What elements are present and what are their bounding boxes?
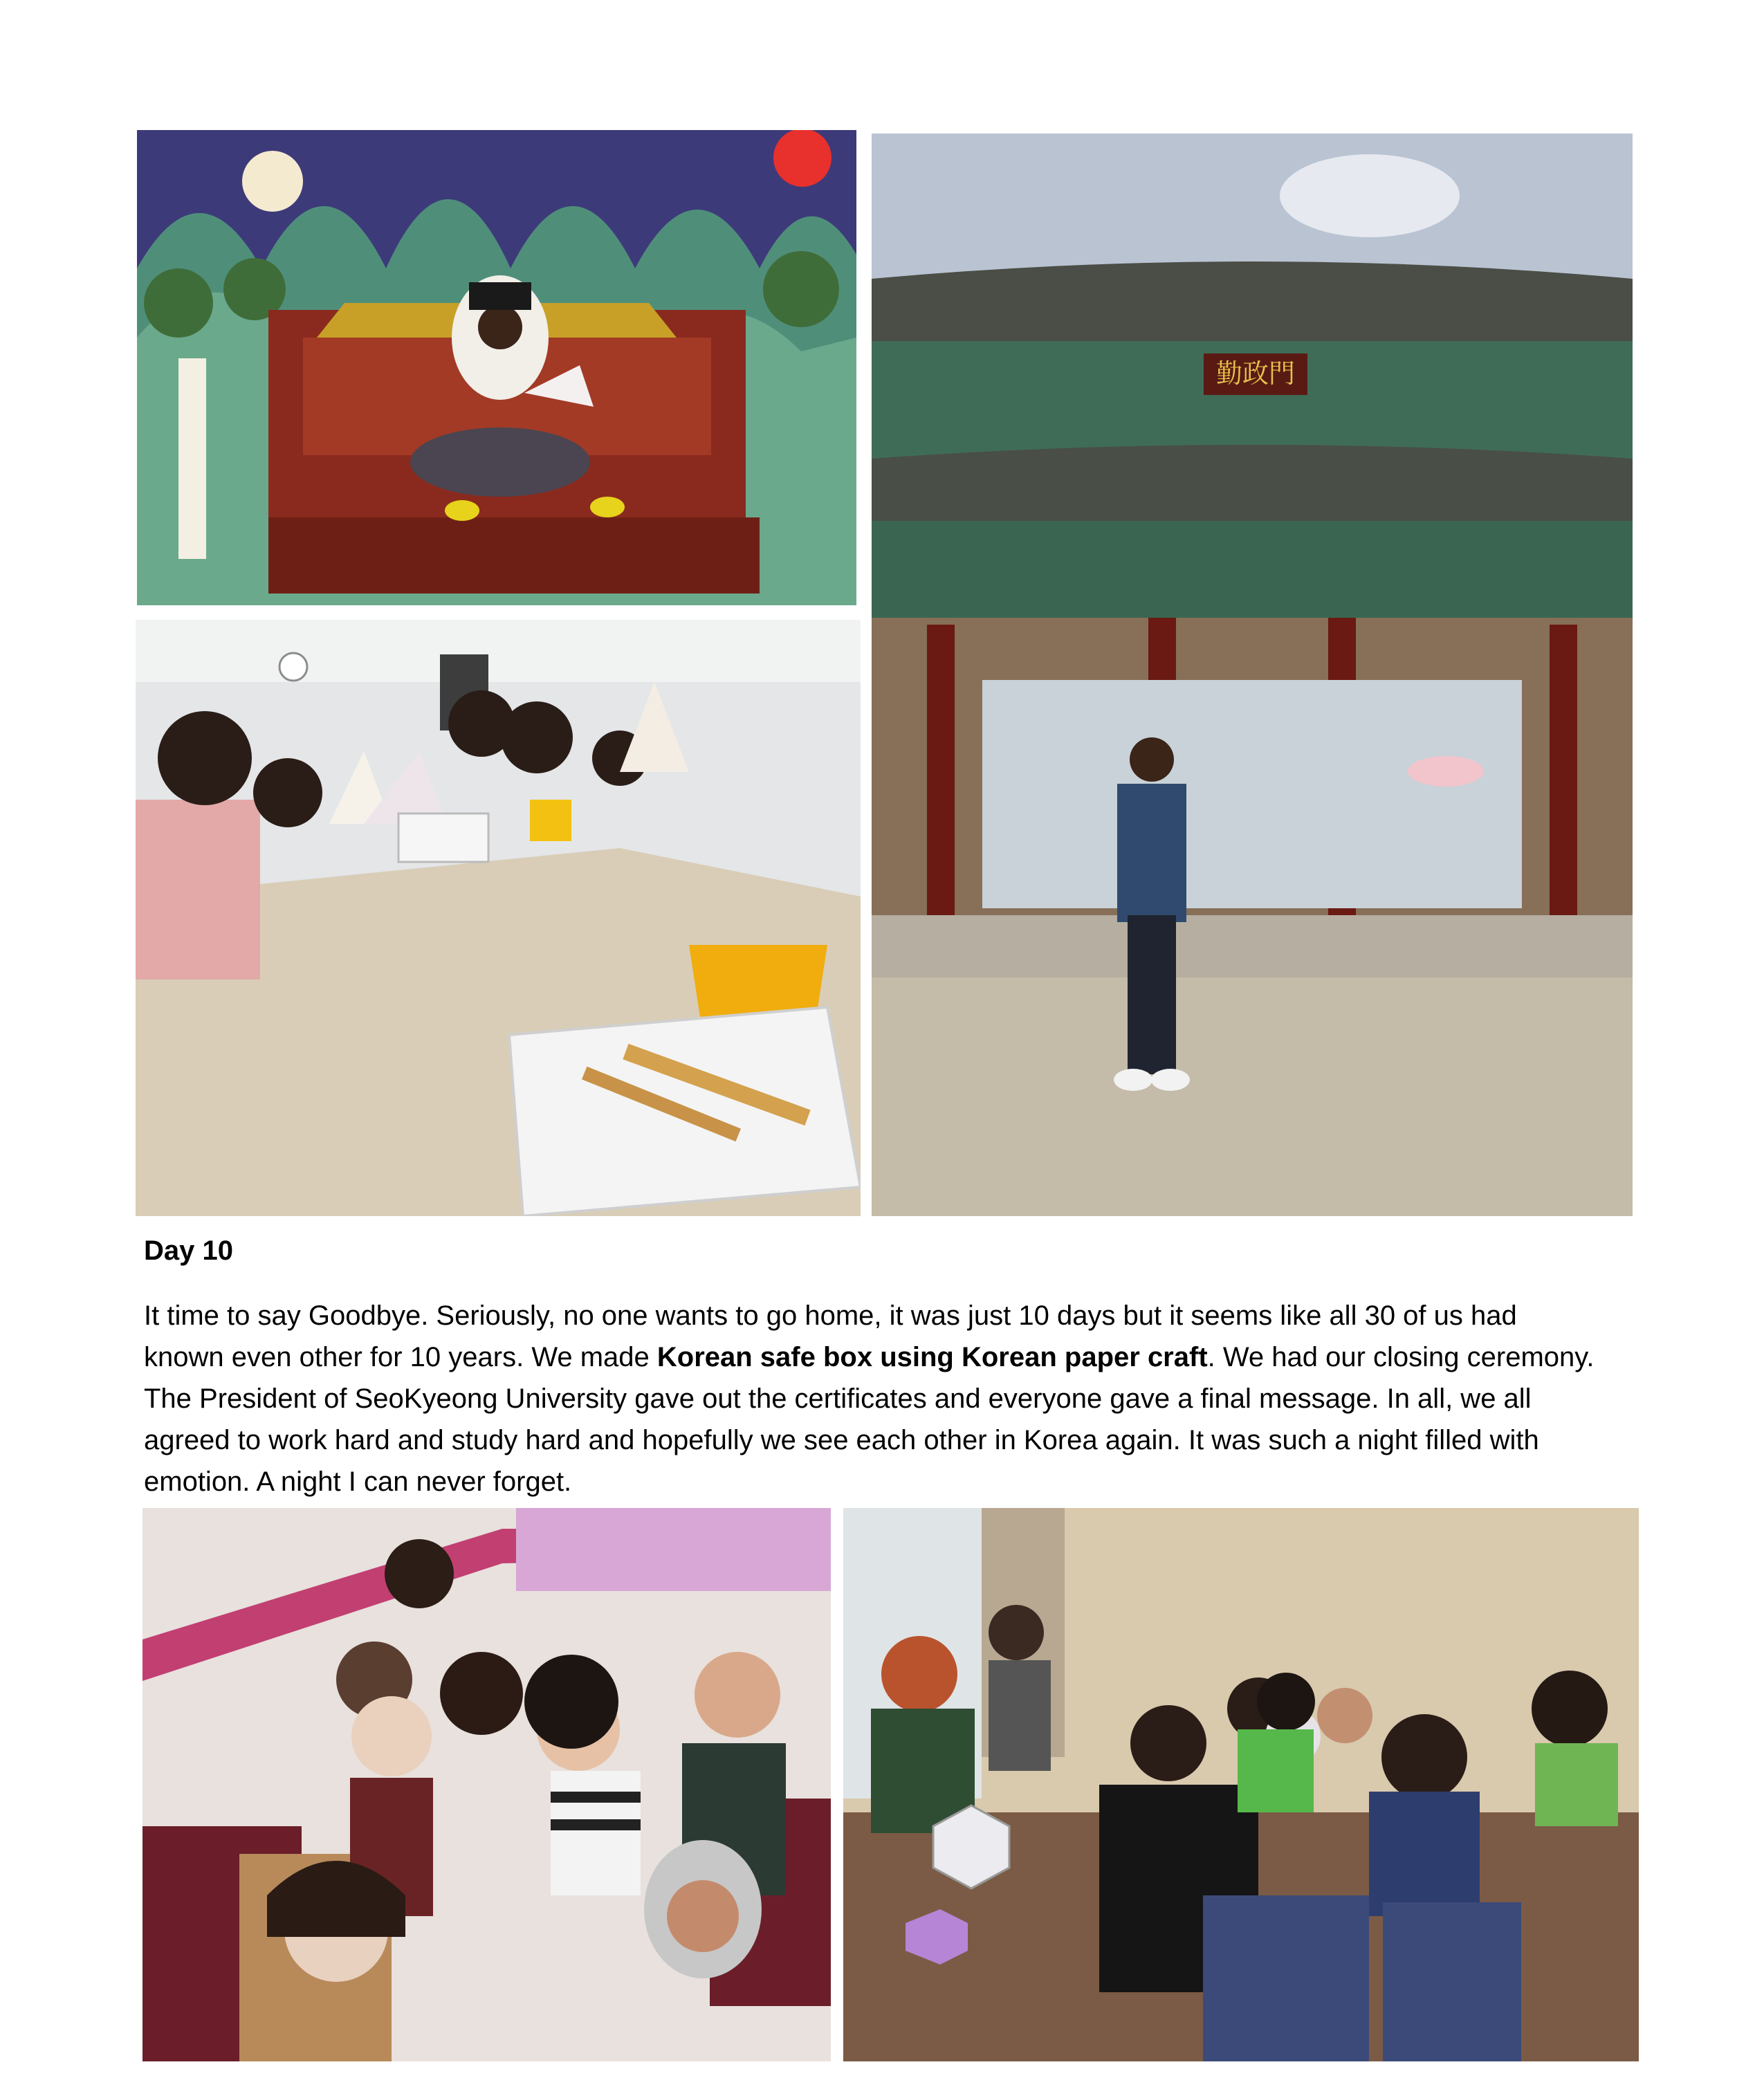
day-heading: Day 10 [144, 1235, 233, 1266]
gate-sign-text: 勤政門 [1215, 358, 1296, 389]
palace-gate-photo [872, 134, 1633, 1216]
paragraph-line-5: emotion. A night I can never forget. [144, 1466, 572, 1497]
paragraph-line-3: The President of SeoKyeong University gave out the certificates and everyone gave a final message. In all, we all [144, 1383, 1532, 1414]
paragraph-line-2-start: known even other for 10 years. We made [144, 1342, 657, 1372]
paragraph-line-4: agreed to work hard and study hard and hopefully we see each other in Korea again. It was such a night filled with [144, 1425, 1539, 1455]
bus-selfie-photo [143, 1508, 831, 2061]
paragraph-bold-phrase: Korean safe box using Korean paper craft [656, 1342, 1208, 1372]
paragraph-line-2-end: . We had our closing ceremony. [1207, 1342, 1595, 1372]
fan-painting-class-photo [136, 620, 861, 1216]
throne-photo [137, 130, 856, 605]
paragraph-line-1: It time to say Goodbye. Seriously, no one wants to go home, it was just 10 days but it seems like all 30 of us had [144, 1300, 1517, 1331]
paper-craft-photo [843, 1508, 1639, 2061]
day-description [144, 1295, 1638, 1502]
paragraph-line-2 [144, 1336, 1638, 1378]
